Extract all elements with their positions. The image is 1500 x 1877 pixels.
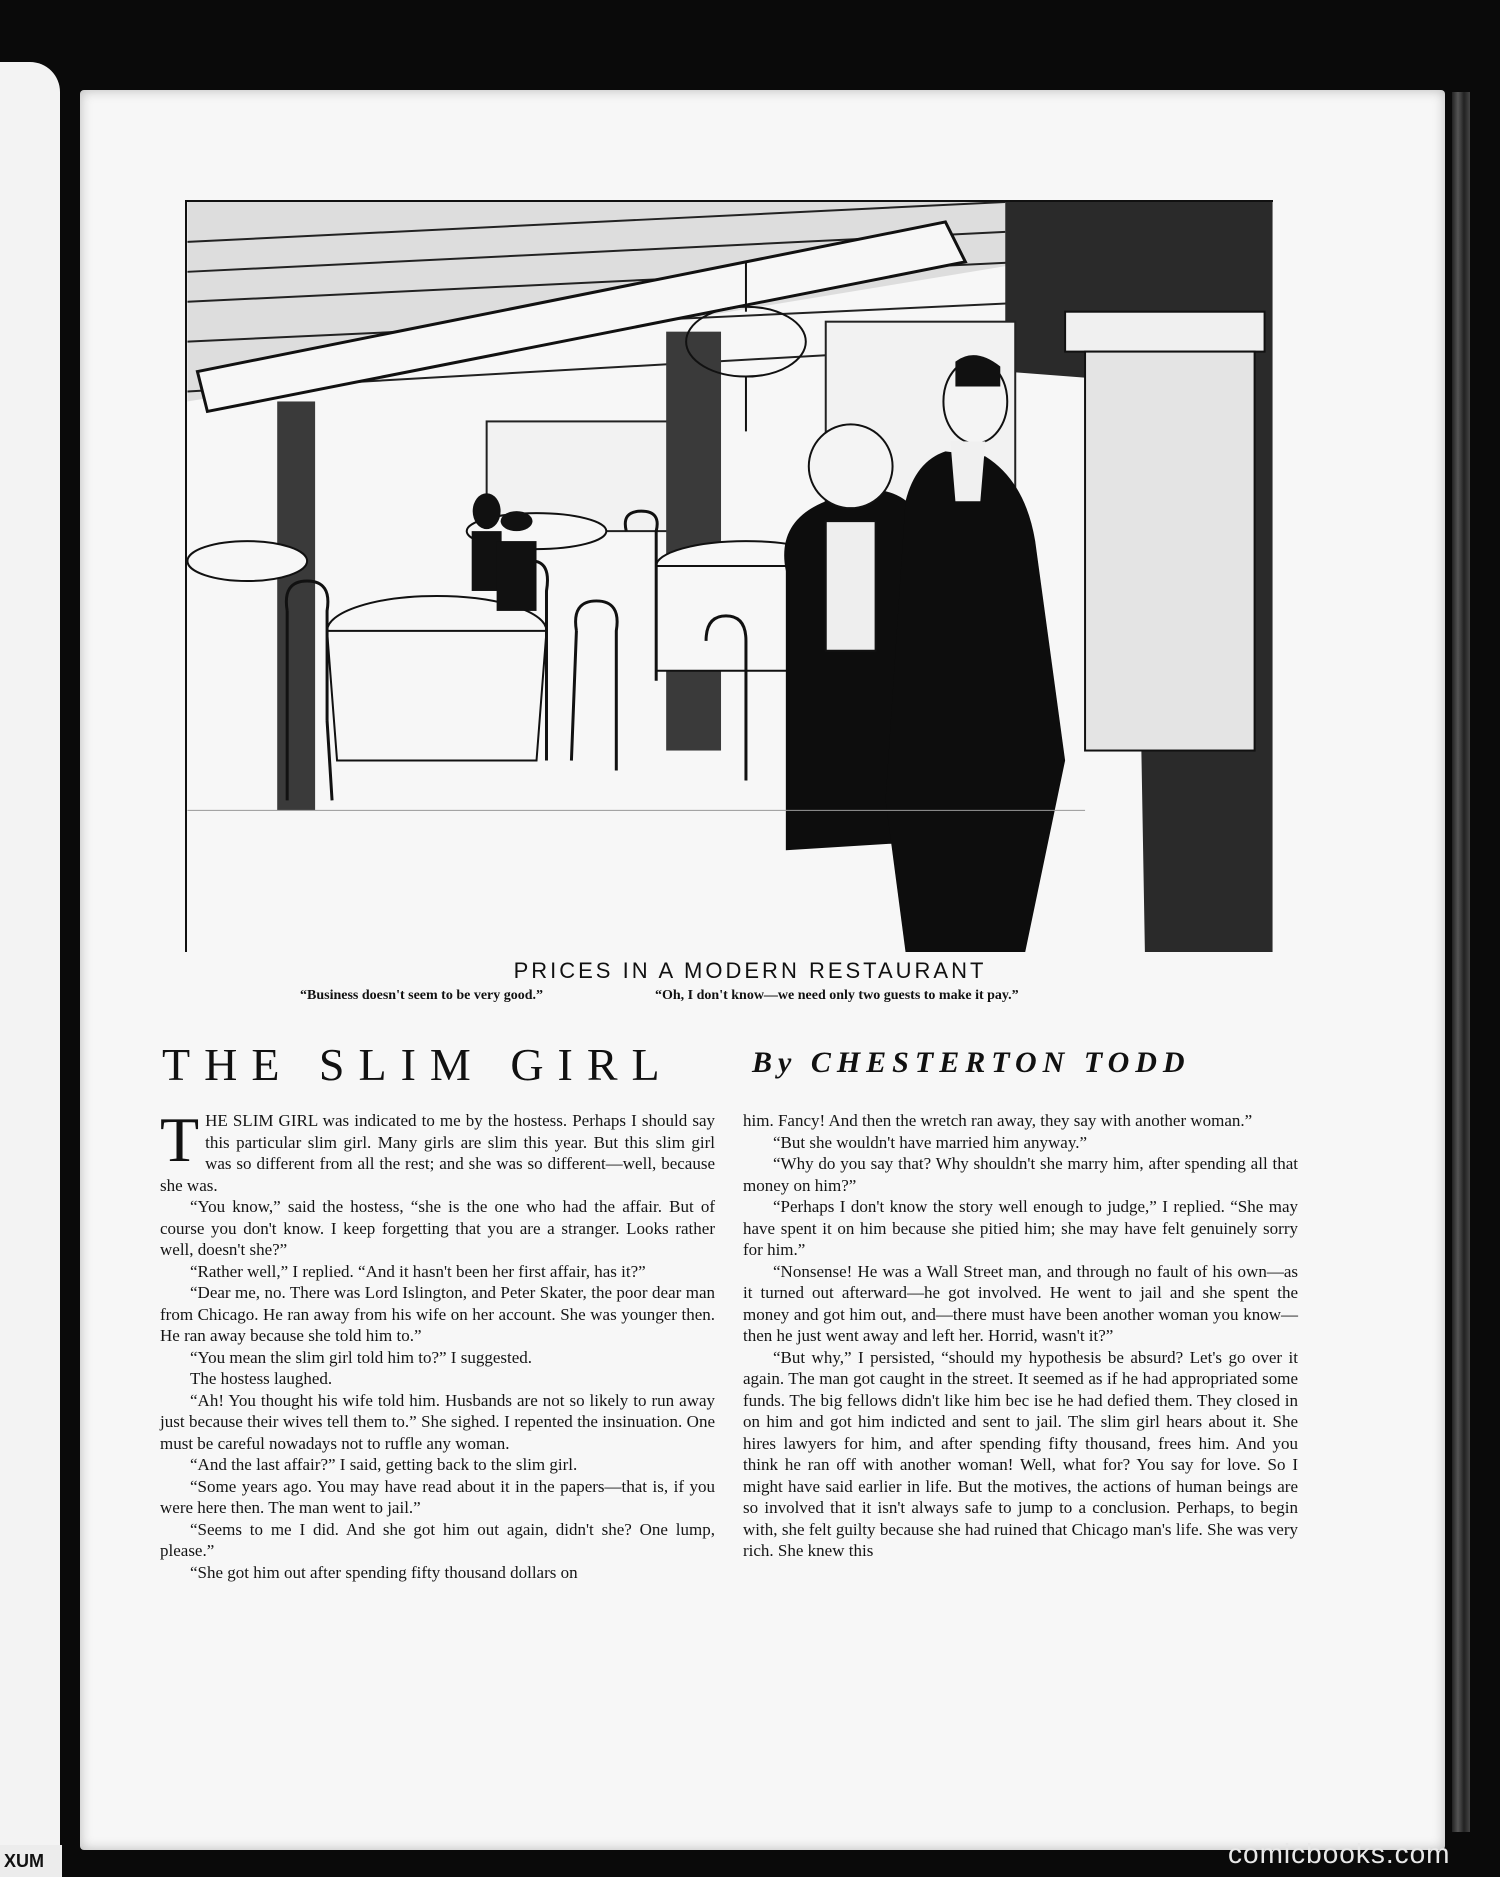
paragraph: “And the last affair?” I said, getting back to the slim girl. [190,1455,578,1474]
paragraph: “Rather well,” I replied. “And it hasn't been her first affair, has it?” [190,1261,646,1281]
article-byline: By CHESTERTON TODD [752,1046,1191,1079]
paragraph: him. Fancy! And then the wretch ran away, they say with another woman.” [743,1111,1253,1130]
illustration-caption-title: PRICES IN A MODERN RESTAURANT [513,958,987,983]
restaurant-illustration [185,200,1273,952]
paragraph: “Perhaps I don't know the story well enough to judge,” I replied. “She may have spent it on him because she pitied him; she may have felt genuinely sorry for him.” [743,1197,1298,1259]
paragraph [160,1104,715,1196]
paragraph-text: HE SLIM GIRL was indicated to me by the hostess. Perhaps I should say this particular slim girl. Many girls are slim this year. But this slim girl was so different from all the rest; and she was so different—well, because she was. [160,1111,715,1195]
paragraph: “But she wouldn't have married him anyway.” [773,1132,1088,1152]
article-column-left [160,1104,715,1583]
article-column-right [743,1110,1298,1562]
article-title: THE SLIM GIRL [162,1039,674,1090]
paragraph: “Nonsense! He was a Wall Street man, and through no fault of his own—as it turned out afterward—he got involved. He went to jail and she spent the money and got him out, and—there must have been another woman you know—then he just went away and left her. Horrid, wasn't it?” [743,1261,1298,1345]
paragraph: “You know,” said the hostess, “she is the one who had the affair. But of course you don't know. I keep forgetting that you are a stranger. Looks rather well, doesn't she?” [160,1197,715,1259]
paragraph: “Seems to me I did. And she got him out again, didn't she? One lump, please.” [160,1519,715,1560]
site-watermark: comicbooks.com [1228,1838,1451,1869]
caption-quote-left: “Business doesn't seem to be very good.” [300,988,544,1003]
paragraph: The hostess laughed. [190,1369,333,1388]
paragraph: “Ah! You thought his wife told him. Husbands are not so likely to run away just because their wives tell them to.” She sighed. I repented the insinuation. One must be careful nowadays not to ruffle any woman. [160,1390,715,1453]
caption-quote-right: “Oh, I don't know—we need only two guests to make it pay.” [655,988,1019,1003]
paragraph: “Some years ago. You may have read about it in the papers—that is, if you were here then. The man went to jail.” [160,1476,715,1517]
paragraph: “Why do you say that? Why shouldn't she marry him, after spending all that money on him?” [743,1154,1298,1195]
paragraph: “Dear me, no. There was Lord Islington, and Peter Skater, the poor dear man from Chicago. He ran away from his wife on her account. She was younger then. He ran away because she told him to.” [160,1283,715,1345]
paragraph: “You mean the slim girl told him to?” I suggested. [190,1347,533,1367]
paragraph: “But why,” I persisted, “should my hypothesis be absurd? Let's go over it again. The man got caught in the street. It seemed as if he had appropriated some funds. The big fellows didn't like him bec ise he had defied them. They closed in on him and got him indicted and sent to jail. The slim girl hears about it. She hires lawyers for him, and after spending fifty thousand, frees him. And you think he ran off with another woman! Well, what for? You say for love. So I might have said earlier in life. But the motives, the actions of human beings are so involved that it isn't always safe to jump to a conclusion. Perhaps, to begin with, she felt guilty because she had ruined that Chicago man's life. She was very rich. She knew this [743,1347,1298,1560]
paragraph: “She got him out after spending fifty thousand dollars on [190,1562,578,1582]
drop-cap: T [160,1104,200,1175]
left-page-strip-text: XUM [0,1845,62,1877]
